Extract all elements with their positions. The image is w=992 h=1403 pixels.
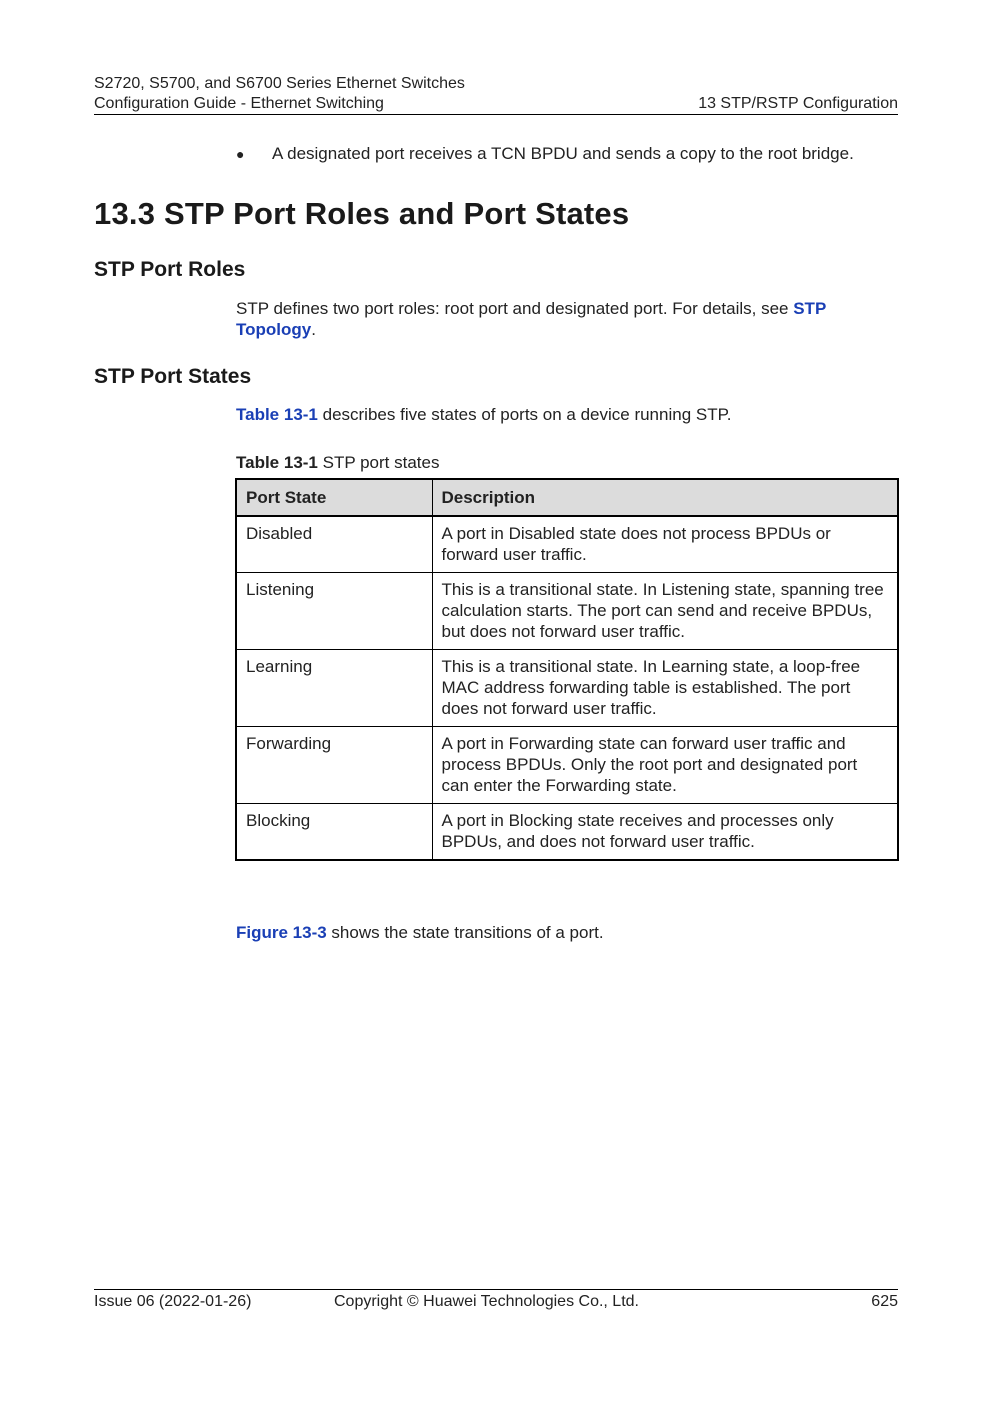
stp-topology-link[interactable]: STP Topology <box>236 299 826 339</box>
cell-state: Learning <box>236 650 432 727</box>
header-port-state: Port State <box>236 479 432 516</box>
figure-13-3-link[interactable]: Figure 13-3 <box>236 923 327 942</box>
states-paragraph <box>236 404 731 425</box>
table-row <box>236 804 898 861</box>
cell-description: This is a transitional state. In Learning state, a loop-free MAC address forwarding table is established. The port does not forward user traffic. <box>432 650 898 727</box>
states-heading: STP Port States <box>94 365 252 388</box>
cell-state: Listening <box>236 573 432 650</box>
port-states-table <box>235 478 899 861</box>
header-description: Description <box>432 479 898 516</box>
header-rule <box>94 114 898 115</box>
table-caption-text: STP port states <box>317 453 440 472</box>
section-title: 13.3 STP Port Roles and Port States <box>94 196 630 231</box>
states-text-after: describes five states of ports on a device running STP. <box>317 405 732 424</box>
roles-paragraph <box>236 298 876 340</box>
roles-heading: STP Port Roles <box>94 258 246 281</box>
cell-state: Forwarding <box>236 727 432 804</box>
figure-ref-paragraph <box>236 922 604 943</box>
cell-state: Disabled <box>236 516 432 573</box>
footer-copyright: Copyright © Huawei Technologies Co., Ltd. <box>334 1293 639 1310</box>
roles-text-after: . <box>311 320 316 339</box>
table-caption <box>236 452 439 473</box>
footer-issue: Issue 06 (2022-01-26) <box>94 1293 252 1310</box>
roles-text-before: STP defines two port roles: root port and designated port. For details, see <box>236 299 794 318</box>
cell-description: A port in Forwarding state can forward user traffic and process BPDUs. Only the root port and designated port can enter the Forwarding state. <box>432 727 898 804</box>
table-header-row <box>236 479 898 516</box>
table-row <box>236 650 898 727</box>
cell-state: Blocking <box>236 804 432 861</box>
table-caption-label: Table 13-1 <box>236 453 318 472</box>
header-product-line: S2720, S5700, and S6700 Series Ethernet Switches <box>94 75 465 92</box>
table-row <box>236 727 898 804</box>
cell-description: A port in Blocking state receives and processes only BPDUs, and does not forward user traffic. <box>432 804 898 861</box>
table-row <box>236 573 898 650</box>
table-row <box>236 516 898 573</box>
footer-page-number: 625 <box>871 1293 898 1310</box>
figure-ref-text-after: shows the state transitions of a port. <box>326 923 604 942</box>
bullet-marker: ● <box>236 146 245 162</box>
table-13-1-link[interactable]: Table 13-1 <box>236 405 318 424</box>
cell-description: A port in Disabled state does not process BPDUs or forward user traffic. <box>432 516 898 573</box>
intro-bullet-text: A designated port receives a TCN BPDU and sends a copy to the root bridge. <box>272 144 854 163</box>
header-guide-title: Configuration Guide - Ethernet Switching <box>94 95 384 112</box>
header-chapter: 13 STP/RSTP Configuration <box>698 95 898 112</box>
cell-description: This is a transitional state. In Listening state, spanning tree calculation starts. The port can send and receive BPDUs, but does not forward user traffic. <box>432 573 898 650</box>
footer-rule <box>94 1289 898 1290</box>
